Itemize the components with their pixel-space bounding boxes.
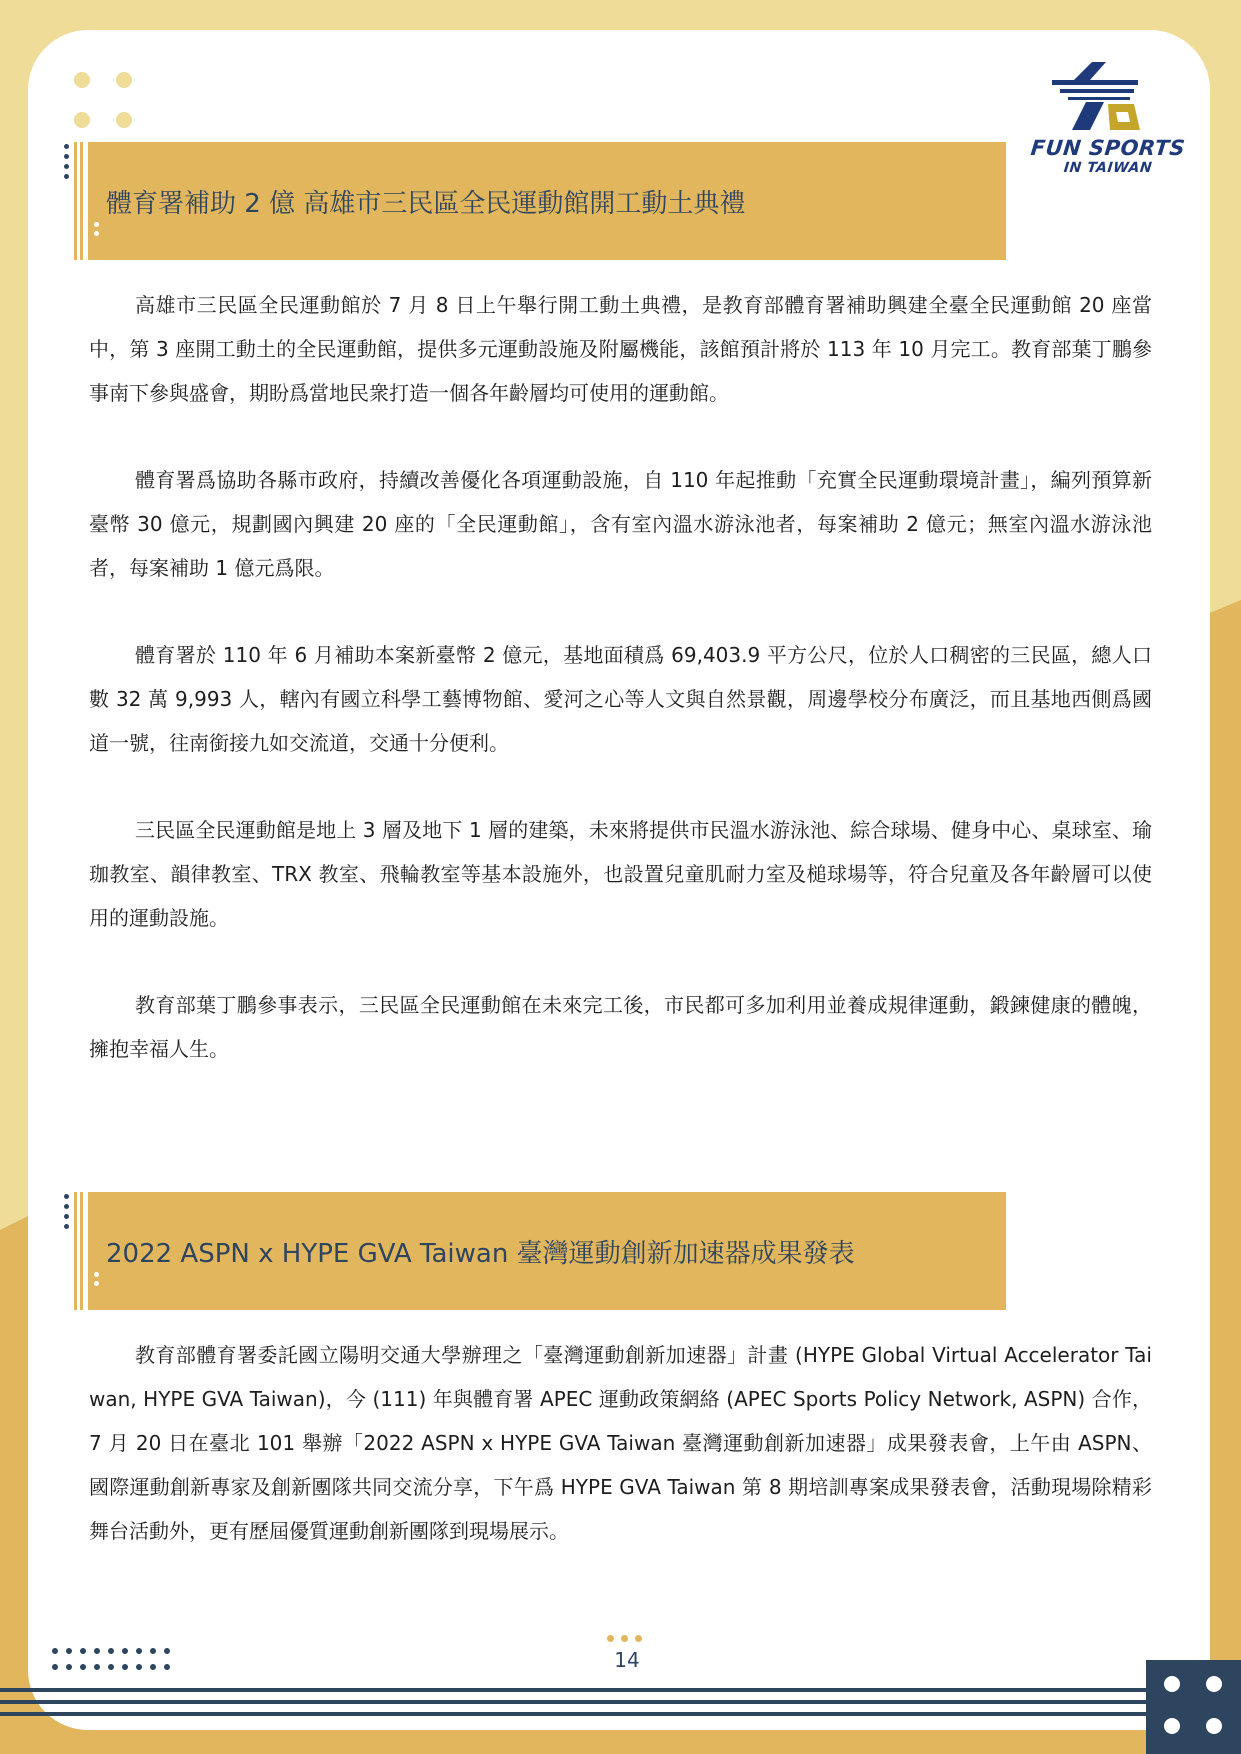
article2-paragraph: 教育部體育署委託國立陽明交通大學辦理之「臺灣運動創新加速器」計畫 (HYPE Global Virtual Accelerator Taiwan, HYPE GVA Taiwan)，今 (111) 年與體育署 APEC 運動政策網絡 (APEC Sports Policy Network, ASPN) 合作，7 月 20 日在臺北 101 舉辦「2022 ASPN x HYPE GVA Taiwan 臺灣運動創新加速器」成果發表會，上午由 ASPN、國際運動創新專家及創新團隊共同交流分享，下午爲 HYPE GVA Taiwan 第 8 期培訓專案成果發表會，活動現場除精彩舞台活動外，更有歷屆優質運動創新團隊到現場展示。 xyxy=(89,1343,1152,1543)
article2-title: 2022 ASPN x HYPE GVA Taiwan 臺灣運動創新加速器成果發表 xyxy=(106,1238,855,1269)
article1-paragraph: 高雄市三民區全民運動館於 7 月 8 日上午舉行開工動土典禮，是教育部體育署補助興建全臺全民運動館 20 座當中，第 3 座開工動土的全民運動館，提供多元運動設施及附屬機能，該館預計將於 113 年 10 月完工。教育部葉丁鵬參事南下參與盛會，期盼爲當地民衆打造一個各年齡層均可使用的運動館。 xyxy=(89,293,1152,405)
logo-title: FUN SPORTS xyxy=(1029,136,1187,160)
article2-body xyxy=(89,1333,1152,1553)
footer-stripe xyxy=(0,1688,1150,1692)
article1-paragraph: 體育署於 110 年 6 月補助本案新臺幣 2 億元，基地面積爲 69,403.9 平方公尺，位於人口稠密的三民區，總人口數 32 萬 9,993 人，轄內有國立科學工藝博物館、愛河之心等人文與自然景觀，周邊學校分布廣泛，而且基地西側爲國道一號，往南銜接九如交流道，交通十分便利。 xyxy=(89,643,1152,755)
heading-dots-decoration xyxy=(64,1192,70,1232)
heading-rule xyxy=(80,1192,83,1310)
article1-paragraph: 三民區全民運動館是地上 3 層及地下 1 層的建築，未來將提供市民溫水游泳池、綜合球場、健身中心、桌球室、瑜珈教室、韻律教室、TRX 教室、飛輪教室等基本設施外，也設置兒童肌耐力室及槌球場等，符合兒童及各年齡層可以使用的運動設施。 xyxy=(89,818,1152,930)
page-number-dots xyxy=(607,1635,647,1643)
corner-dots-decoration xyxy=(72,68,142,132)
article1-paragraph: 教育部葉丁鵬參事表示，三民區全民運動館在未來完工後，市民都可多加利用並養成規律運動，鍛鍊健康的體魄，擁抱幸福人生。 xyxy=(89,993,1152,1061)
article1-body xyxy=(89,283,1152,1071)
heading-inner-dots xyxy=(94,1272,100,1288)
running-figure-logo-icon xyxy=(1030,58,1186,134)
footer-stripe xyxy=(0,1712,1150,1716)
page-number: 14 xyxy=(614,1648,640,1672)
heading-rule xyxy=(74,1192,77,1310)
heading-inner-dots xyxy=(94,222,100,238)
article1-paragraph: 體育署爲協助各縣市政府，持續改善優化各項運動設施，自 110 年起推動「充實全民運動環境計畫」，編列預算新臺幣 30 億元，規劃國內興建 20 座的「全民運動館」，含有室內溫水游泳池者，每案補助 2 億元；無室內溫水游泳池者，每案補助 1 億元爲限。 xyxy=(89,468,1152,580)
article1-title: 體育署補助 2 億 高雄市三民區全民運動館開工動土典禮 xyxy=(106,188,746,219)
corner-dots-block xyxy=(1146,1660,1241,1754)
footer-dots-decoration xyxy=(52,1646,168,1674)
heading-dots-decoration xyxy=(64,142,70,182)
article1-heading-banner xyxy=(70,142,1006,260)
heading-rule xyxy=(74,142,77,260)
logo-subtitle: IN TAIWAN xyxy=(1063,160,1153,176)
footer-stripe xyxy=(0,1700,1150,1704)
heading-rule xyxy=(80,142,83,260)
fun-sports-logo xyxy=(1030,58,1186,180)
article2-heading-banner xyxy=(70,1192,1006,1310)
